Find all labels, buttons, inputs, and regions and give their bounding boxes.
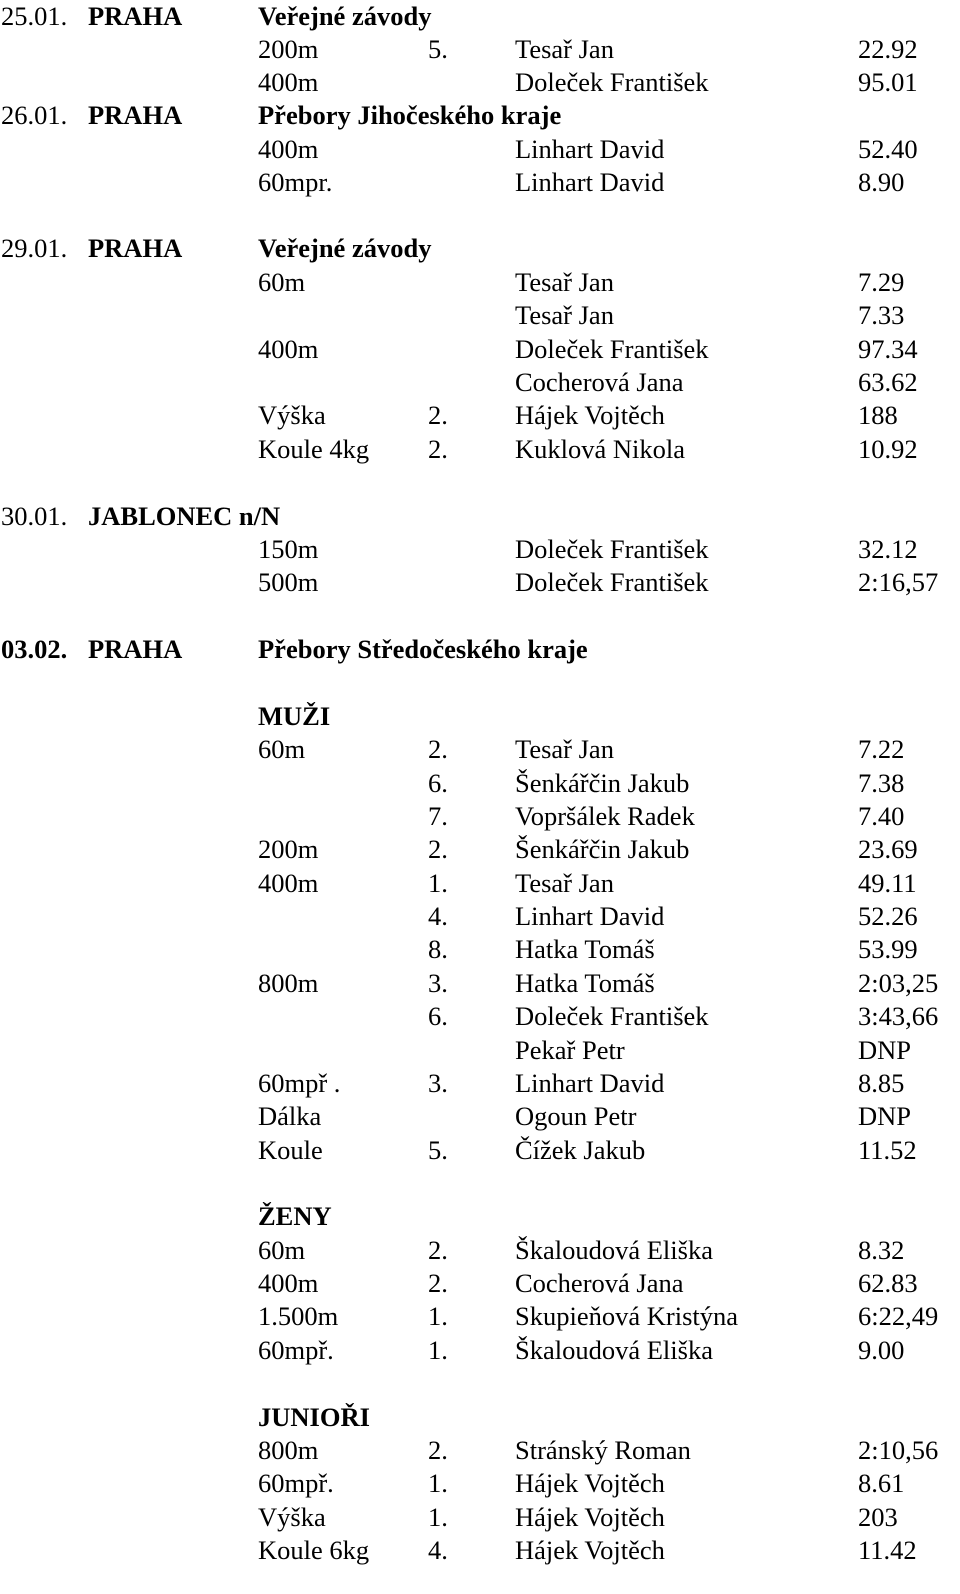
placing: 1. bbox=[428, 1301, 448, 1331]
placing: 2. bbox=[428, 434, 448, 464]
event-name: Koule 4kg bbox=[258, 434, 370, 464]
result-row bbox=[0, 1267, 960, 1300]
event-name: 60mpř. bbox=[258, 1335, 334, 1365]
result-value: 11.42 bbox=[858, 1535, 917, 1565]
category-heading bbox=[0, 700, 960, 733]
event-name: 60m bbox=[258, 734, 306, 764]
event-name: Dálka bbox=[258, 1101, 322, 1131]
result-value: 8.90 bbox=[858, 167, 905, 197]
meet-date: 29.01. bbox=[1, 233, 68, 263]
placing: 6. bbox=[428, 1001, 448, 1031]
event-name: 60mpr. bbox=[258, 167, 333, 197]
result-row bbox=[0, 1034, 960, 1067]
placing: 7. bbox=[428, 801, 448, 831]
result-value: 7.33 bbox=[858, 300, 905, 330]
result-row bbox=[0, 867, 960, 900]
meet-title: Veřejné závody bbox=[258, 233, 432, 263]
event-name: Koule bbox=[258, 1135, 323, 1165]
result-value: 203 bbox=[858, 1502, 898, 1532]
meet-header bbox=[0, 0, 960, 33]
category-title: JUNIOŘI bbox=[258, 1402, 370, 1432]
result-value: DNP bbox=[858, 1035, 912, 1065]
result-value: 8.61 bbox=[858, 1468, 905, 1498]
event-name: 200m bbox=[258, 834, 319, 864]
result-value: 63.62 bbox=[858, 367, 918, 397]
result-row bbox=[0, 1000, 960, 1033]
result-value: 7.29 bbox=[858, 267, 905, 297]
event-name: 60m bbox=[258, 267, 306, 297]
result-value: 7.40 bbox=[858, 801, 905, 831]
event-name: 150m bbox=[258, 534, 319, 564]
athlete-name: Hájek Vojtěch bbox=[515, 1468, 665, 1498]
athlete-name: Cocherová Jana bbox=[515, 367, 684, 397]
placing: 5. bbox=[428, 1135, 448, 1165]
placing: 1. bbox=[428, 1468, 448, 1498]
athlete-name: Kuklová Nikola bbox=[515, 434, 686, 464]
result-value: 8.32 bbox=[858, 1235, 905, 1265]
category-heading bbox=[0, 1401, 960, 1434]
athlete-name: Doleček František bbox=[515, 1001, 709, 1031]
athlete-name: Hájek Vojtěch bbox=[515, 400, 665, 430]
meet-title: Veřejné závody bbox=[258, 1, 432, 31]
meet-title: Přebory Jihočeského kraje bbox=[258, 100, 562, 130]
result-row bbox=[0, 733, 960, 766]
meet-header bbox=[0, 99, 960, 132]
result-value: 95.01 bbox=[858, 67, 918, 97]
result-row bbox=[0, 566, 960, 599]
event-name: 800m bbox=[258, 968, 319, 998]
athlete-name: Hatka Tomáš bbox=[515, 934, 655, 964]
category-title: MUŽI bbox=[258, 701, 331, 731]
result-value: 11.52 bbox=[858, 1135, 917, 1165]
result-value: 6:22,49 bbox=[858, 1301, 939, 1331]
athlete-name: Skupieňová Kristýna bbox=[515, 1301, 739, 1331]
result-value: 52.40 bbox=[858, 134, 918, 164]
result-value: 9.00 bbox=[858, 1335, 905, 1365]
result-row bbox=[0, 1134, 960, 1167]
result-value: 8.85 bbox=[858, 1068, 905, 1098]
event-name: 1.500m bbox=[258, 1301, 339, 1331]
result-value: 23.69 bbox=[858, 834, 918, 864]
result-row bbox=[0, 833, 960, 866]
placing: 1. bbox=[428, 1502, 448, 1532]
placing: 4. bbox=[428, 1535, 448, 1565]
event-name: 200m bbox=[258, 34, 319, 64]
event-name: Koule 6kg bbox=[258, 1535, 370, 1565]
meet-header bbox=[0, 500, 960, 533]
placing: 2. bbox=[428, 834, 448, 864]
placing: 1. bbox=[428, 1335, 448, 1365]
result-row bbox=[0, 1067, 960, 1100]
event-name: 60mpř . bbox=[258, 1068, 341, 1098]
result-value: 7.38 bbox=[858, 768, 905, 798]
meet-title: Přebory Středočeského kraje bbox=[258, 634, 588, 664]
event-name: Výška bbox=[258, 400, 326, 430]
placing: 1. bbox=[428, 868, 448, 898]
result-row bbox=[0, 933, 960, 966]
result-value: 62.83 bbox=[858, 1268, 918, 1298]
result-row bbox=[0, 166, 960, 199]
athlete-name: Vopršálek Radek bbox=[515, 801, 695, 831]
result-row bbox=[0, 1534, 960, 1567]
result-row bbox=[0, 266, 960, 299]
athlete-name: Doleček František bbox=[515, 334, 709, 364]
result-row bbox=[0, 66, 960, 99]
athlete-name: Tesař Jan bbox=[515, 34, 614, 64]
event-name: 60m bbox=[258, 1235, 306, 1265]
athlete-name: Doleček František bbox=[515, 567, 709, 597]
event-name: 400m bbox=[258, 868, 319, 898]
athlete-name: Linhart David bbox=[515, 1068, 665, 1098]
result-value: 3:43,66 bbox=[858, 1001, 939, 1031]
athlete-name: Šenkářčin Jakub bbox=[515, 834, 690, 864]
athlete-name: Pekař Petr bbox=[515, 1035, 625, 1065]
athlete-name: Linhart David bbox=[515, 901, 665, 931]
meet-city: PRAHA bbox=[88, 100, 183, 130]
placing: 6. bbox=[428, 768, 448, 798]
athlete-name: Doleček František bbox=[515, 534, 709, 564]
event-name: 500m bbox=[258, 567, 319, 597]
event-name: 400m bbox=[258, 1268, 319, 1298]
athlete-name: Šenkářčin Jakub bbox=[515, 768, 690, 798]
event-name: 60mpř. bbox=[258, 1468, 334, 1498]
result-value: 52.26 bbox=[858, 901, 918, 931]
meet-city: PRAHA bbox=[88, 1, 183, 31]
placing: 2. bbox=[428, 1435, 448, 1465]
placing: 2. bbox=[428, 1268, 448, 1298]
result-value: 53.99 bbox=[858, 934, 918, 964]
event-name: Výška bbox=[258, 1502, 326, 1532]
athlete-name: Ogoun Petr bbox=[515, 1101, 637, 1131]
placing: 4. bbox=[428, 901, 448, 931]
result-row bbox=[0, 1234, 960, 1267]
category-title: ŽENY bbox=[258, 1201, 332, 1231]
result-row bbox=[0, 900, 960, 933]
result-row bbox=[0, 1334, 960, 1367]
event-name: 400m bbox=[258, 67, 319, 97]
placing: 3. bbox=[428, 968, 448, 998]
result-row bbox=[0, 1467, 960, 1500]
athlete-name: Cocherová Jana bbox=[515, 1268, 684, 1298]
result-row bbox=[0, 366, 960, 399]
result-value: DNP bbox=[858, 1101, 912, 1131]
event-name: 400m bbox=[258, 334, 319, 364]
result-row bbox=[0, 33, 960, 66]
result-row bbox=[0, 333, 960, 366]
meet-date: 03.02. bbox=[1, 634, 68, 664]
placing: 2. bbox=[428, 400, 448, 430]
result-row bbox=[0, 1300, 960, 1333]
result-row bbox=[0, 299, 960, 332]
event-name: 800m bbox=[258, 1435, 319, 1465]
athlete-name: Linhart David bbox=[515, 167, 665, 197]
athlete-name: Stránský Roman bbox=[515, 1435, 691, 1465]
athlete-name: Tesař Jan bbox=[515, 300, 614, 330]
athlete-name: Doleček František bbox=[515, 67, 709, 97]
athlete-name: Škaloudová Eliška bbox=[515, 1335, 713, 1365]
athlete-name: Škaloudová Eliška bbox=[515, 1235, 713, 1265]
event-name: 400m bbox=[258, 134, 319, 164]
athlete-name: Hatka Tomáš bbox=[515, 968, 655, 998]
placing: 8. bbox=[428, 934, 448, 964]
result-row bbox=[0, 433, 960, 466]
result-row bbox=[0, 133, 960, 166]
result-row bbox=[0, 533, 960, 566]
athlete-name: Tesař Jan bbox=[515, 868, 614, 898]
result-value: 97.34 bbox=[858, 334, 918, 364]
result-row bbox=[0, 967, 960, 1000]
athlete-name: Čížek Jakub bbox=[515, 1135, 646, 1165]
result-value: 32.12 bbox=[858, 534, 918, 564]
result-value: 49.11 bbox=[858, 868, 917, 898]
placing: 5. bbox=[428, 34, 448, 64]
result-value: 2:10,56 bbox=[858, 1435, 939, 1465]
meet-date: 26.01. bbox=[1, 100, 68, 130]
result-row bbox=[0, 1434, 960, 1467]
meet-header bbox=[0, 232, 960, 265]
category-heading bbox=[0, 1200, 960, 1233]
result-row bbox=[0, 1100, 960, 1133]
athlete-name: Tesař Jan bbox=[515, 267, 614, 297]
placing: 3. bbox=[428, 1068, 448, 1098]
result-value: 22.92 bbox=[858, 34, 918, 64]
athlete-name: Linhart David bbox=[515, 134, 665, 164]
placing: 2. bbox=[428, 1235, 448, 1265]
meet-city: JABLONEC n/N bbox=[88, 501, 281, 531]
meet-city: PRAHA bbox=[88, 233, 183, 263]
meet-date: 25.01. bbox=[1, 1, 68, 31]
result-value: 188 bbox=[858, 400, 898, 430]
result-row bbox=[0, 800, 960, 833]
meet-header bbox=[0, 633, 960, 666]
result-row bbox=[0, 1501, 960, 1534]
result-value: 7.22 bbox=[858, 734, 905, 764]
result-value: 2:03,25 bbox=[858, 968, 939, 998]
result-row bbox=[0, 767, 960, 800]
meet-city: PRAHA bbox=[88, 634, 183, 664]
result-value: 2:16,57 bbox=[858, 567, 939, 597]
result-value: 10.92 bbox=[858, 434, 918, 464]
result-row bbox=[0, 399, 960, 432]
athlete-name: Hájek Vojtěch bbox=[515, 1535, 665, 1565]
meet-date: 30.01. bbox=[1, 501, 68, 531]
placing: 2. bbox=[428, 734, 448, 764]
athlete-name: Hájek Vojtěch bbox=[515, 1502, 665, 1532]
athlete-name: Tesař Jan bbox=[515, 734, 614, 764]
